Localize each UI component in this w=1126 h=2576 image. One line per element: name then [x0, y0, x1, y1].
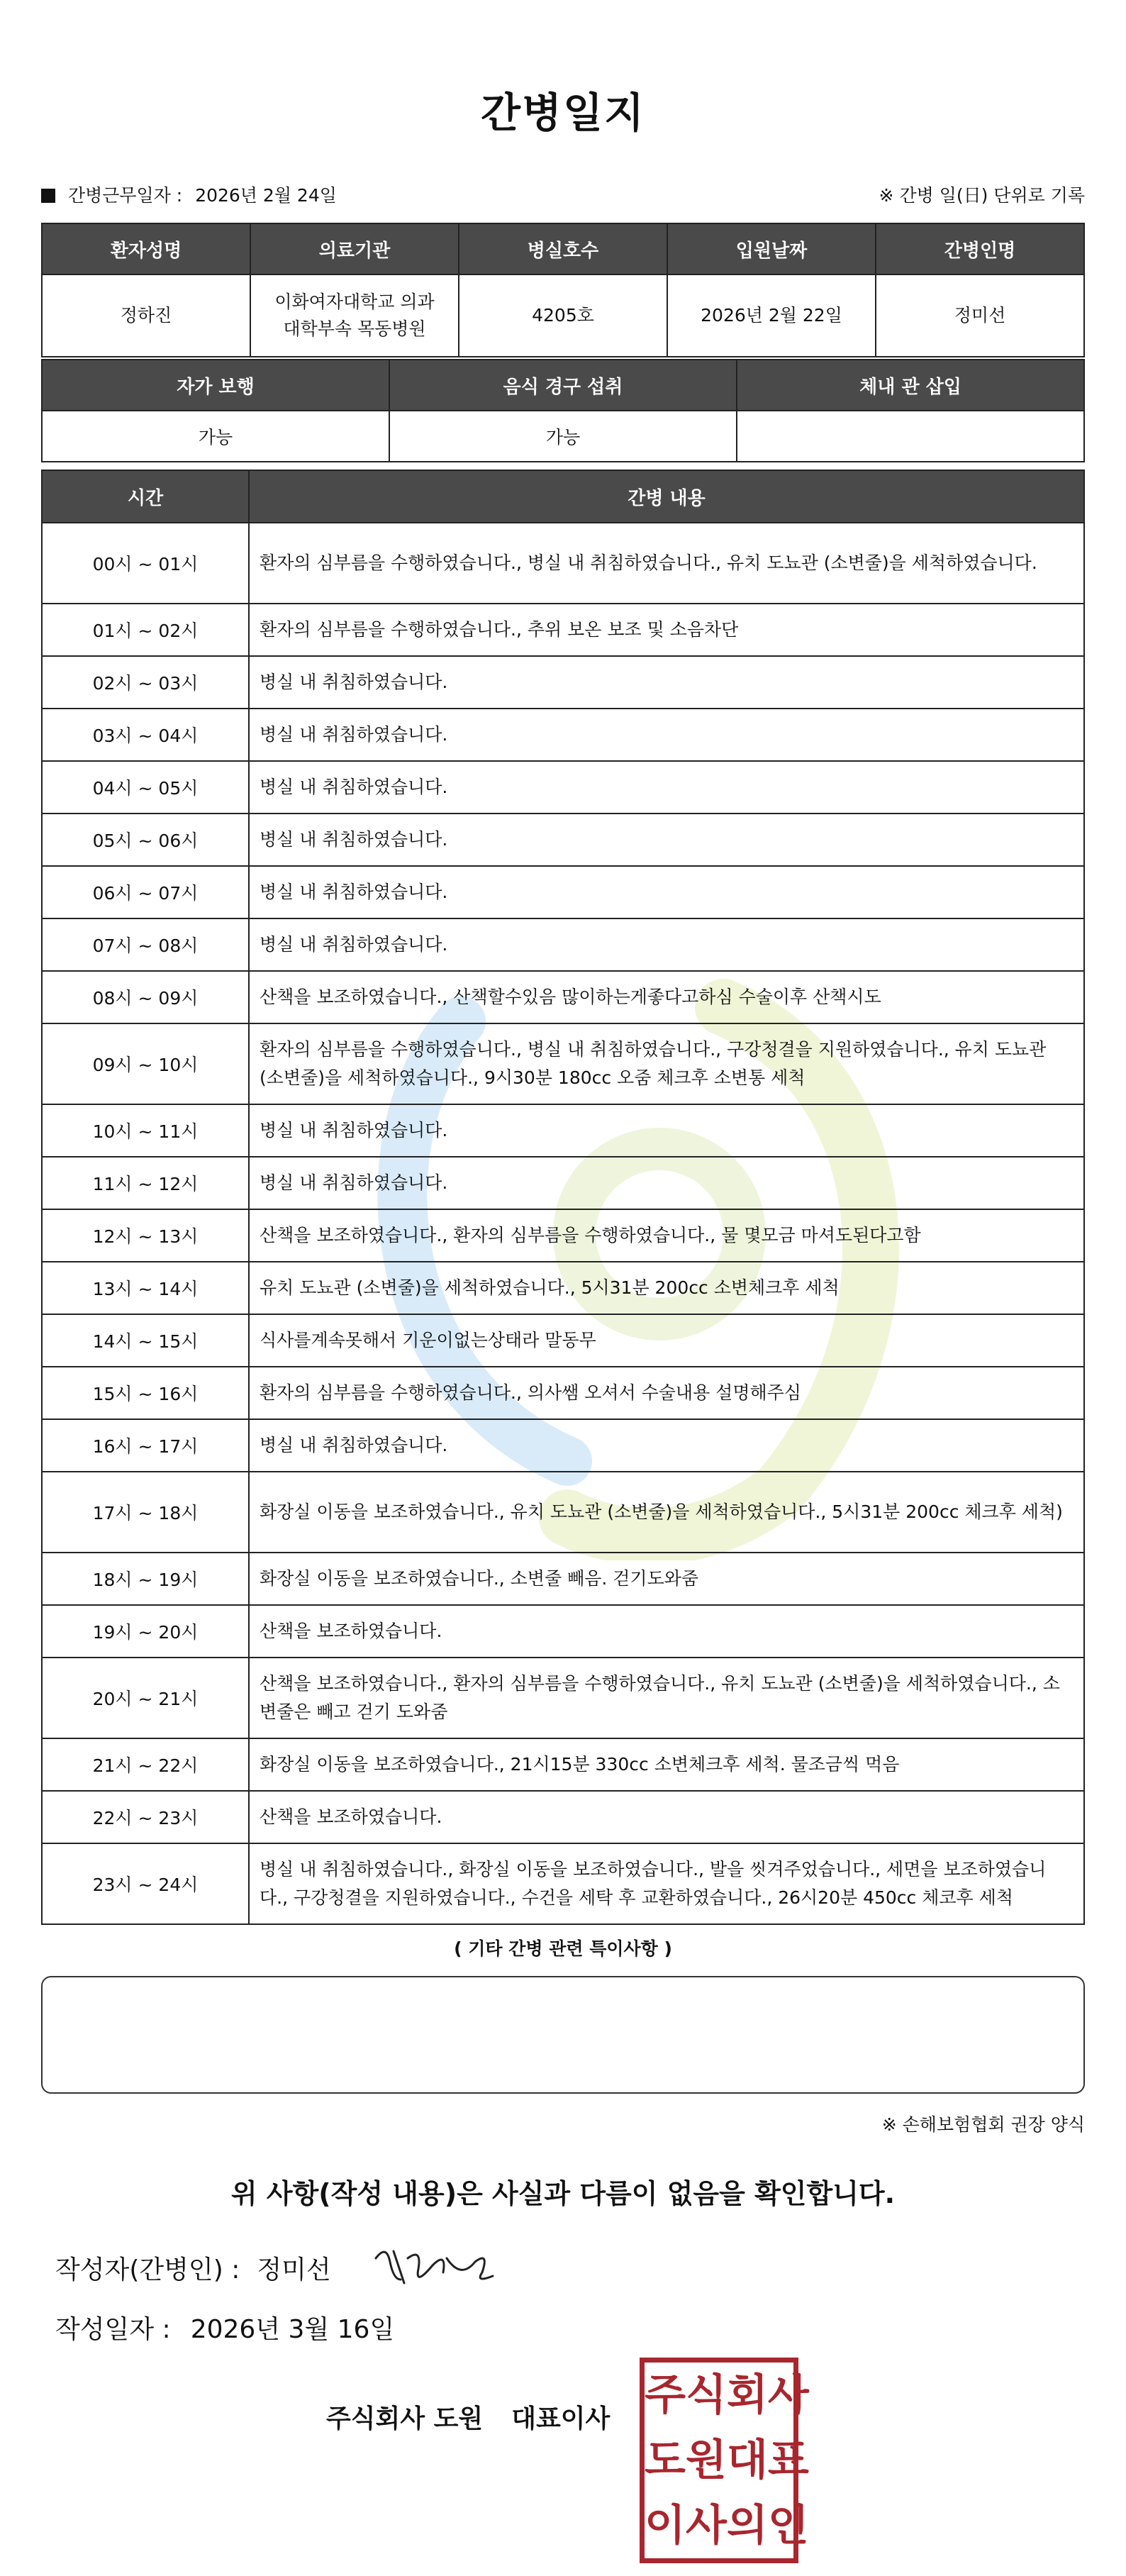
table-row [42, 1209, 1084, 1262]
row-content: 병실 내 취침하였습니다. [249, 866, 1084, 918]
table-row [42, 1314, 1084, 1367]
table-row [42, 1605, 1084, 1658]
row-content: 병실 내 취침하였습니다. [249, 1157, 1084, 1209]
hospital-line2: 대학부속 목동병원 [283, 318, 426, 339]
header-hospital: 의료기관 [250, 223, 459, 274]
special-notes-title: ( 기타 간병 관련 특이사항 ) [454, 1938, 672, 1959]
row-content: 환자의 심부름을 수행하였습니다., 병실 내 취침하였습니다., 구강청결을 지원하였습니다., 유치 도뇨관 (소변줄)을 세척하였습니다., 9시30분 180cc 오줌 체크후 소변통 세척 [249, 1023, 1084, 1104]
hospital [250, 274, 459, 357]
table-row [42, 1472, 1084, 1553]
row-content: 화장실 이동을 보조하였습니다., 소변줄 빼음. 걷기도와줌 [249, 1553, 1084, 1605]
row-time: 00시 ~ 01시 [42, 523, 249, 604]
row-time: 14시 ~ 15시 [42, 1314, 249, 1367]
table-row [42, 1791, 1084, 1843]
row-time: 15시 ~ 16시 [42, 1367, 249, 1419]
row-content: 화장실 이동을 보조하였습니다., 21시15분 330cc 소변체크후 세척. 물조금씩 먹음 [249, 1738, 1084, 1791]
row-time: 17시 ~ 18시 [42, 1472, 249, 1553]
writer-label: 작성자(간병인) : [55, 2255, 240, 2284]
row-time: 20시 ~ 21시 [42, 1658, 249, 1738]
row-time: 02시 ~ 03시 [42, 656, 249, 709]
table-row [42, 1843, 1084, 1924]
row-time: 22시 ~ 23시 [42, 1791, 249, 1843]
row-content: 병실 내 취침하였습니다. [249, 918, 1084, 971]
row-time: 21시 ~ 22시 [42, 1738, 249, 1791]
table-row [42, 1738, 1084, 1791]
record-note: ※ 간병 일(日) 단위로 기록 [879, 185, 1085, 206]
row-content: 환자의 심부름을 수행하였습니다., 의사쌤 오셔서 수술내용 설명해주심 [249, 1367, 1084, 1419]
company-rep: 대표이사 [511, 2404, 611, 2433]
table-row [42, 1367, 1084, 1419]
written-date-value: 2026년 3월 16일 [190, 2315, 395, 2344]
row-time: 05시 ~ 06시 [42, 814, 249, 866]
care-log-table [41, 470, 1085, 1925]
row-content: 화장실 이동을 보조하였습니다., 유치 도뇨관 (소변줄)을 세척하였습니다., 5시31분 200cc 체크후 세척) [249, 1472, 1084, 1553]
row-time: 04시 ~ 05시 [42, 761, 249, 814]
row-content: 식사를계속못해서 기운이없는상태라 말동무 [249, 1314, 1084, 1367]
table-row [42, 971, 1084, 1023]
special-notes-box [41, 1976, 1085, 2094]
table-row [42, 1553, 1084, 1605]
header-patient-name: 환자성명 [42, 223, 250, 274]
row-time: 11시 ~ 12시 [42, 1157, 249, 1209]
company-seal-stamp: 주 식 회 사 도 원 대 표 이 사 의 인 [640, 2358, 798, 2563]
table-row [42, 604, 1084, 656]
work-date-value: 2026년 2월 24일 [195, 185, 337, 206]
table-row [42, 1104, 1084, 1157]
row-time: 18시 ~ 19시 [42, 1553, 249, 1605]
company-line [326, 2399, 610, 2435]
writer-name: 정미선 [257, 2255, 331, 2284]
row-time: 03시 ~ 04시 [42, 709, 249, 761]
row-content: 병실 내 취침하였습니다. [249, 814, 1084, 866]
table-row [42, 1419, 1084, 1472]
row-content: 병실 내 취침하였습니다. [249, 709, 1084, 761]
oral-intake-value: 가능 [389, 411, 737, 462]
row-time: 10시 ~ 11시 [42, 1104, 249, 1157]
written-date-label: 작성일자 : [55, 2315, 171, 2344]
row-time: 09시 ~ 10시 [42, 1023, 249, 1104]
row-time: 16시 ~ 17시 [42, 1419, 249, 1472]
work-date-label: 간병근무일자 : [67, 185, 183, 206]
header-time: 시간 [42, 470, 249, 523]
table-row [42, 656, 1084, 709]
header-room: 병실호수 [459, 223, 667, 274]
table-row [42, 1262, 1084, 1314]
row-content: 환자의 심부름을 수행하였습니다., 추위 보온 보조 및 소음차단 [249, 604, 1084, 656]
row-content: 환자의 심부름을 수행하였습니다., 병실 내 취침하였습니다., 유치 도뇨관 (소변줄)을 세척하였습니다. [249, 523, 1084, 604]
row-content: 병실 내 취침하였습니다. [249, 1419, 1084, 1472]
room-number: 4205호 [459, 274, 667, 357]
tube-value [737, 411, 1084, 462]
row-time: 13시 ~ 14시 [42, 1262, 249, 1314]
row-content: 병실 내 취침하였습니다. [249, 761, 1084, 814]
row-content: 병실 내 취침하였습니다. [249, 656, 1084, 709]
row-time: 08시 ~ 09시 [42, 971, 249, 1023]
header-walking: 자가 보행 [42, 360, 389, 411]
row-time: 07시 ~ 08시 [42, 918, 249, 971]
signature-image [369, 2237, 496, 2294]
header-caregiver: 간병인명 [876, 223, 1084, 274]
table-row [42, 709, 1084, 761]
row-content: 산책을 보조하였습니다., 환자의 심부름을 수행하였습니다., 물 몇모금 마셔도된다고함 [249, 1209, 1084, 1262]
table-row [42, 761, 1084, 814]
square-bullet-icon [41, 189, 55, 203]
header-tube: 체내 관 삽입 [737, 360, 1084, 411]
row-content: 산책을 보조하였습니다. [249, 1791, 1084, 1843]
patient-status-table [41, 359, 1085, 462]
walking-value: 가능 [42, 411, 389, 462]
meta-row [41, 182, 1085, 210]
row-content: 산책을 보조하였습니다. [249, 1605, 1084, 1658]
admission-date: 2026년 2월 22일 [667, 274, 876, 357]
company-name: 주식회사 도원 [326, 2404, 484, 2433]
recommend-note: ※ 손해보험협회 권장 양식 [881, 2114, 1085, 2135]
row-content: 유치 도뇨관 (소변줄)을 세척하였습니다., 5시31분 200cc 소변체크후 세척 [249, 1262, 1084, 1314]
row-time: 23시 ~ 24시 [42, 1843, 249, 1924]
page-title: 간병일지 [480, 89, 646, 137]
table-row [42, 918, 1084, 971]
written-date-line [55, 2309, 394, 2345]
header-admission-date: 입원날짜 [667, 223, 876, 274]
table-row [42, 866, 1084, 918]
patient-name: 정하진 [42, 274, 250, 357]
work-date [41, 182, 337, 207]
hospital-line1: 이화여자대학교 의과 [274, 292, 435, 312]
row-time: 19시 ~ 20시 [42, 1605, 249, 1658]
header-care-content: 간병 내용 [249, 470, 1084, 523]
row-content: 산책을 보조하였습니다., 환자의 심부름을 수행하였습니다., 유치 도뇨관 (소변줄)을 세척하였습니다., 소변줄은 빼고 걷기 도와줌 [249, 1658, 1084, 1738]
row-time: 12시 ~ 13시 [42, 1209, 249, 1262]
row-time: 06시 ~ 07시 [42, 866, 249, 918]
writer-line [55, 2250, 331, 2286]
table-row [42, 1658, 1084, 1738]
patient-info-table [41, 223, 1085, 357]
caregiver-name: 정미선 [876, 274, 1084, 357]
confirm-statement: 위 사항(작성 내용)은 사실과 다름이 없음을 확인합니다. [230, 2178, 896, 2209]
row-time: 01시 ~ 02시 [42, 604, 249, 656]
table-row [42, 1023, 1084, 1104]
table-row [42, 1157, 1084, 1209]
row-content: 병실 내 취침하였습니다., 화장실 이동을 보조하였습니다., 발을 씻겨주었습니다., 세면을 보조하였습니다., 구강청결을 지원하였습니다., 수건을 세탁 후 교환하였습니다., 26시20분 450cc 체코후 세척 [249, 1843, 1084, 1924]
row-content: 산책을 보조하였습니다., 산책할수있음 많이하는게좋다고하심 수술이후 산책시도 [249, 971, 1084, 1023]
header-oral-intake: 음식 경구 섭취 [389, 360, 737, 411]
table-row [42, 523, 1084, 604]
row-content: 병실 내 취침하였습니다. [249, 1104, 1084, 1157]
table-row [42, 814, 1084, 866]
